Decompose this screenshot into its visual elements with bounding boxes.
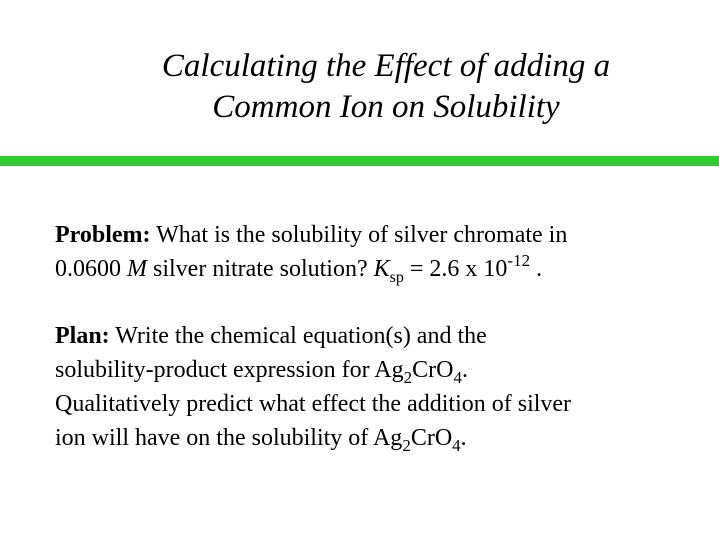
slide-title <box>0 46 719 128</box>
ksp-symbol: K <box>373 256 390 282</box>
concentration-value: 0.0600 <box>55 256 127 282</box>
plan-line-2-end: . <box>461 357 468 383</box>
plan-line-4-text: ion will have on the solubility of Ag <box>55 425 403 451</box>
title-line-2: Common Ion on Solubility <box>212 89 560 125</box>
plan-line-2 <box>55 353 695 387</box>
problem-label: Problem: <box>55 222 151 248</box>
problem-question-text: What is the solubility of silver chromate in <box>150 222 568 248</box>
solution-text: silver nitrate solution? <box>147 256 374 282</box>
ksp-value: = 2.6 x 10 <box>403 256 508 282</box>
formula-subscript: 2 <box>402 436 411 455</box>
formula-mid: CrO <box>410 425 453 451</box>
title-line-1: Calculating the Effect of adding a <box>161 48 611 84</box>
plan-line-3: Qualitatively predict what effect the addition of silver <box>55 391 572 417</box>
formula-subscript: 2 <box>403 368 413 387</box>
plan-paragraph <box>55 319 695 455</box>
plan-line-2-text: solubility-product expression for Ag <box>55 357 404 383</box>
plan-line-4-end: . <box>460 425 467 451</box>
plan-line-1-text: Write the chemical equation(s) and the <box>109 323 487 349</box>
problem-line-1 <box>55 218 695 252</box>
ksp-end: . <box>530 256 543 282</box>
plan-line-1 <box>55 319 695 353</box>
molarity-unit: M <box>127 256 147 282</box>
formula-mid: CrO <box>412 357 454 383</box>
problem-line-2 <box>55 252 695 286</box>
formula-subscript: 4 <box>453 368 462 387</box>
plan-line-4 <box>55 421 695 455</box>
plan-label: Plan: <box>55 323 110 349</box>
formula-subscript: 4 <box>452 436 461 455</box>
green-divider <box>0 156 719 166</box>
problem-paragraph <box>55 218 695 286</box>
ksp-subscript: sp <box>389 269 404 286</box>
ksp-exponent: -12 <box>507 251 531 270</box>
